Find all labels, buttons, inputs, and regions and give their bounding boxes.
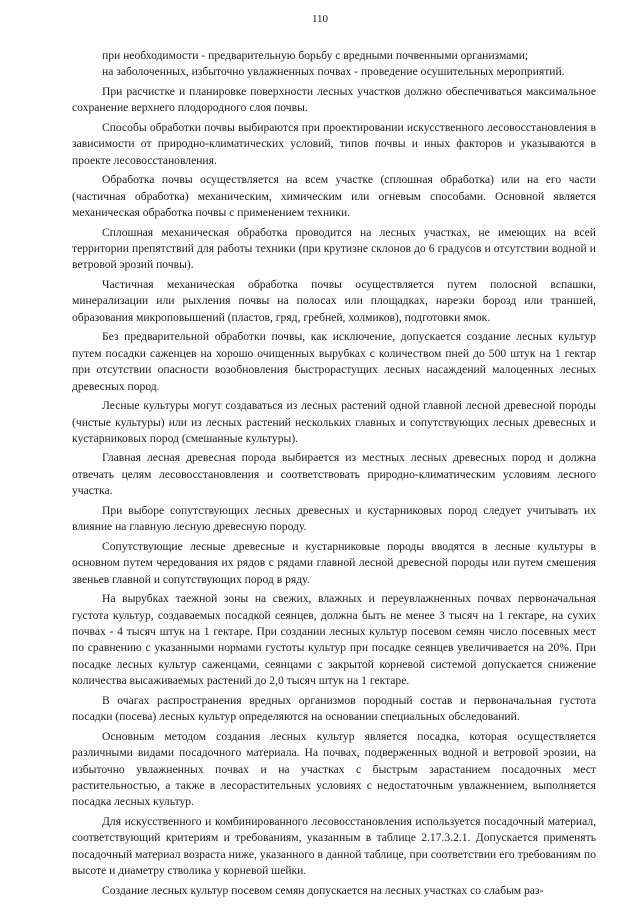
paragraph: при необходимости - предварительную борьбу с вредными почвенными организмами; xyxy=(102,49,529,62)
paragraph: Сопутствующие лесные древесные и кустарниковые породы вводятся в лесные культуры в основном путем чередования их рядов с рядами главной лесной древесной породы или путем смешения звеньев главной и сопутствующих пород в ряду. xyxy=(72,539,596,586)
body-text xyxy=(72,48,596,899)
paragraph: Без предварительной обработки почвы, как исключение, допускается создание лесных культур путем посадки саженцев на хорошо очищенных вырубках с количеством пней до 500 штук на 1 гектар при отсутствии опасности возобновления быстрорастущих лесных насаждений малоценных лесных древесных пород. xyxy=(72,330,596,393)
paragraph: на заболоченных, избыточно увлажненных почвах - проведение осушительных мероприятий. xyxy=(102,65,565,79)
paragraph: В очагах распространения вредных организмов породный состав и первоначальная густота посадки (посева) лесных культур определяются на основании специальных обследований. xyxy=(72,693,596,724)
paragraph: При выборе сопутствующих лесных древесных и кустарниковых пород следует учитывать их влияние на главную лесную древесную породу. xyxy=(72,503,596,534)
paragraph: Частичная механическая обработка почвы осуществляется путем полосной вспашки, минерализации или рыхления почвы на полосах или площадках, нарезки борозд или траншей, образования микроповышений (пластов, гряд, гребней, холмиков), подготовки ямок. xyxy=(72,277,596,324)
paragraph: Основным методом создания лесных культур является посадка, которая осуществляется различными видами посадочного материала. На почвах, подверженных водной и ветровой эрозии, на избыточно увлажненных почвах и на участках с быстрым зарастанием посадочных мест растительностью, а также в лесорастительных условиях с недостаточным увлажнением, выполняется посадка лесных культур. xyxy=(72,729,596,809)
paragraph: Обработка почвы осуществляется на всем участке (сплошная обработка) или на его части (частичная обработка) механическим, химическим или огневым способами. Основной является механическая обработка почвы с применением техники. xyxy=(72,173,596,220)
paragraph: Создание лесных культур посевом семян допускается на лесных участках со слабым раз- xyxy=(102,883,544,897)
paragraph: Сплошная механическая обработка проводится на лесных участках, не имеющих на всей территории препятствий для работы техники (при крутизне склонов до 6 градусов и отсутствии водной и ветровой эрозий почвы). xyxy=(72,225,596,272)
paragraph: На вырубках таежной зоны на свежих, влажных и переувлажненных почвах первоначальная густота культур, создаваемых посадкой сеянцев, должна быть не менее 3 тысяч на 1 гектаре, на сухих почвах - 4 тысяч штук на 1 гектаре. При создании лесных культур посевом семян число посевных мест по сравнению с указанными нормами густоты культур при посадке сеянцев увеличивается на 20%. При посадке лесных культур саженцами, сеянцами с закрытой корневой системой допускается снижение количества высаживаемых растений до 2,0 тысяч штук на 1 гектаре. xyxy=(72,592,596,688)
paragraph: Лесные культуры могут создаваться из лесных растений одной главной лесной древесной породы (чистые культуры) или из лесных растений нескольких главных и сопутствующих лесных древесных и кустарниковых пород (смешанные культуры). xyxy=(72,399,596,445)
paragraph: Для искусственного и комбинированного лесовосстановления используется посадочный материал, соответствующий критериям и требованиям, указанным в таблице 2.17.3.2.1. Допускается применять посадочный материал возраста ниже, указанного в данной таблице, при соответствии его требованиям по высоте и диаметру стволика у корневой шейки. xyxy=(72,814,596,878)
paragraph: При расчистке и планировке поверхности лесных участков должно обеспечиваться максимальное сохранение верхнего плодородного слоя почвы. xyxy=(72,84,596,115)
paragraph: Способы обработки почвы выбираются при проектировании искусственного лесовосстановления в зависимости от природно-климатических условий, типов почвы и иных факторов и указываются в проекте лесовосстановления. xyxy=(72,120,596,167)
paragraph: Главная лесная древесная порода выбирается из местных лесных древесных пород и должна отвечать целям лесовосстановления и соответствовать природно-климатическим условиям лесного участка. xyxy=(72,451,596,498)
page-number: 110 xyxy=(311,13,329,25)
